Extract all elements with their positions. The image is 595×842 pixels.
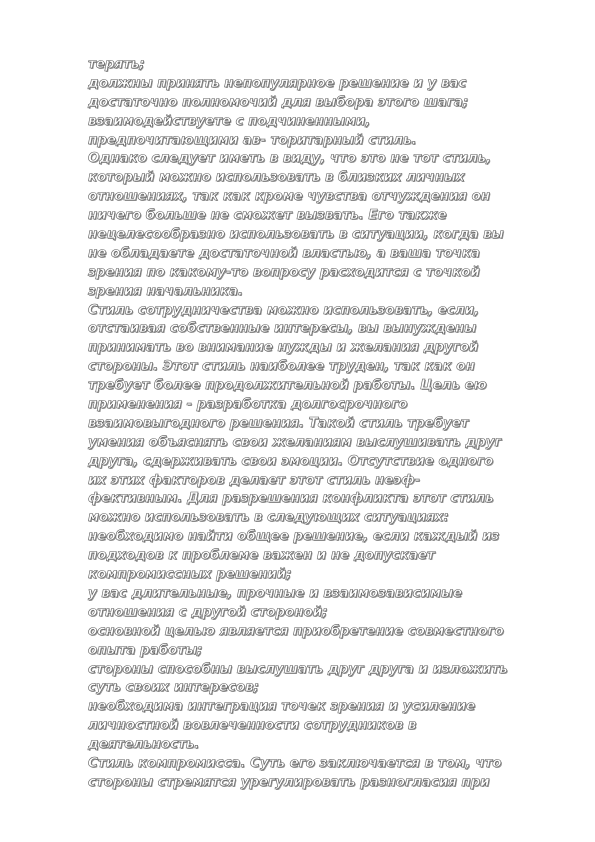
- text-line: Стиль сотрудничества можно использовать, если,: [88, 302, 480, 318]
- text-line: необходимо найти общее решение, если каждый из: [88, 529, 500, 545]
- text-line: не обладаете достаточной властью, а ваша точка: [88, 245, 480, 261]
- text-line: требует более продолжительной работы. Цель ею: [88, 378, 487, 394]
- text-line: достаточно полномочий для выбора этого шага;: [88, 94, 469, 110]
- text-line: подходов к проблеме важен и не допускает: [88, 548, 435, 564]
- text-line: можно использовать в следующих ситуациях:: [88, 510, 449, 526]
- text-line: умения объяснять свои желаниям выслушивать друг: [88, 434, 502, 450]
- text-line: друга, сдерживать свои эмоции. Отсутствие одного: [88, 453, 494, 469]
- text-line: опыта работы;: [88, 642, 203, 658]
- text-line: Однако следует иметь в виду, что это не тот стиль,: [88, 151, 492, 167]
- text-line: Стиль компромисса. Суть его заключается в том, что: [88, 755, 502, 771]
- text-line: стороны. Этот стиль наиболее труден, так как он: [88, 359, 475, 375]
- text-line: отстаивая собственные интересы, вы вынуждены: [88, 321, 477, 337]
- text-line: взаимодействуете с подчиненными,: [88, 113, 371, 129]
- text-line: применения - разработка долгосрочного: [88, 397, 408, 413]
- text-line: терять;: [88, 57, 145, 72]
- body-text: [88, 56, 528, 793]
- text-line: принимать во внимание нужды и желания другой: [88, 340, 479, 356]
- text-line: зрения начальника.: [88, 283, 243, 299]
- text-line: отношениях, так как кроме чувства отчуждения он: [88, 189, 491, 205]
- text-line: деятельность.: [88, 737, 200, 753]
- text-line: основной целью является приобретение совместного: [88, 623, 504, 639]
- text-line: суть своих интересов;: [88, 680, 259, 696]
- text-line: фективным. Для разрешения конфликта этот стиль: [88, 491, 494, 507]
- text-line: стороны способны выслушать друг друга и изложить: [88, 661, 508, 677]
- text-line: личностной вовлеченности сотрудников в: [88, 718, 417, 734]
- text-line: должны принять непопулярное решение и у вас: [88, 75, 467, 91]
- text-line: взаимовыгодного решения. Такой стиль требует: [88, 415, 469, 431]
- text-line: их этих факторов делает этот стиль неэф-: [88, 472, 421, 488]
- text-line: который можно использовать в близких личных: [88, 170, 465, 186]
- text-line: у вас длительные, прочные и взаимозависимые: [88, 585, 463, 601]
- text-line: нецелесообразно использовать в ситуации, когда вы: [88, 227, 504, 243]
- text-line: ничего больше не сможет вызвать. Его также: [88, 208, 447, 224]
- text-line: предпочитающими ав- торитарный стиль.: [88, 132, 417, 148]
- text-line: необходима интеграция точек зрения и усиление: [88, 699, 476, 715]
- text-line: компромиссных решений;: [88, 567, 292, 583]
- text-line: отношения с другой стороной;: [88, 604, 328, 620]
- text-line: зрения по какому-то вопросу расходится с точкой: [88, 264, 480, 280]
- text-line: стороны стремятся урегулировать разногласия при: [88, 774, 490, 790]
